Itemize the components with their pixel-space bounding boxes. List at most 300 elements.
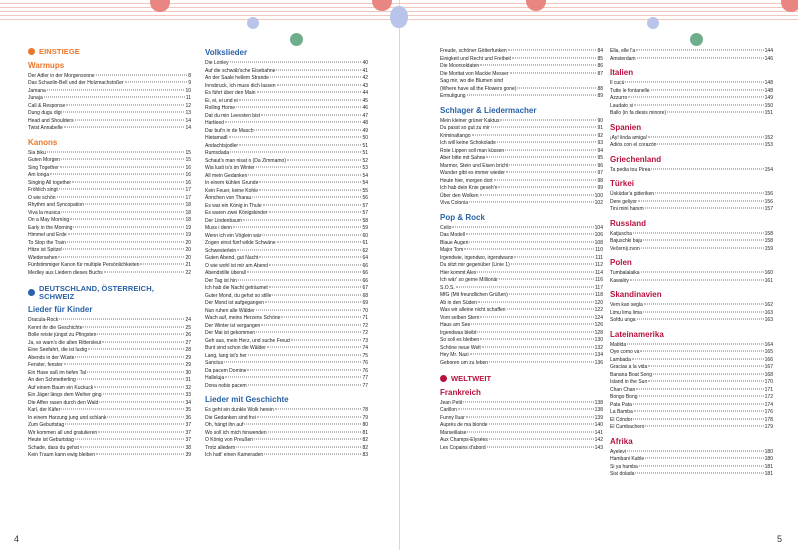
toc-entry [440,285,603,293]
dot-leader [47,89,185,90]
song-title: Rote Lippen soll man küssen [440,147,505,154]
page-ref: 146 [764,55,773,62]
toc-entry [440,445,603,453]
page-ref: 157 [764,206,773,212]
dot-leader [254,129,361,130]
toc-entry [205,83,368,91]
page-ref: 48 [362,120,368,126]
song-title: In einem Harzung jung und schlank [28,414,107,421]
page-ref: 156 [764,191,773,197]
toc-entry [205,338,368,346]
page-ref: 33 [185,392,191,398]
page-ref: 138 [594,407,603,413]
page-ref: 171 [764,386,773,393]
toc-entry [440,178,603,186]
page-ref: 20 [185,239,191,246]
page-ref: 166 [764,356,773,363]
dot-leader [261,324,361,325]
song-title: Es geht ein dunkle Wolk herein [205,407,274,413]
toc-entry [205,240,368,248]
part-heading-weltweit [440,375,603,383]
dot-leader [512,57,597,58]
page-ref: 116 [595,277,603,283]
toc-entry [205,128,368,136]
page-ref: 89 [597,93,603,99]
dot-leader [648,381,763,382]
page-ref: 90 [597,117,603,124]
dot-leader [257,92,362,93]
dot-leader [643,240,763,241]
toc-entry [440,322,603,330]
song-title: In einem kühlen Grunde [205,180,259,186]
page-ref: 20 [185,254,191,261]
song-title: Kein Feuer, keine Kohle [205,187,259,194]
page-ref: 39 [185,452,191,458]
toc-entry [440,170,603,178]
song-title: Katjuscha [610,230,632,237]
dot-leader [248,174,361,175]
toc-entry [28,88,191,96]
dot-leader [498,187,596,188]
song-title: Il cucù [610,80,625,86]
page-ref: 54 [362,180,368,186]
song-title: Am longa [28,172,50,178]
toc-entry [205,180,368,188]
page-ref: 24 [185,317,191,323]
song-title: Les Copains d'abord [440,444,486,451]
toc-entry [440,360,603,368]
page-ref: 150 [764,102,773,109]
toc-entry [205,415,368,423]
page-ref: 95 [597,155,603,161]
toc-entry [440,133,603,141]
song-title: Schöne neue Welt [440,344,481,351]
toc-entry [28,95,191,103]
song-title: Kein Traum kann ewig bleiben [28,452,95,458]
page-ref: 57 [362,210,368,216]
dot-leader [247,272,362,273]
page-ref: 72 [362,322,368,329]
dot-leader [499,279,594,280]
song-title: Bolle reiste jüngst zu Pfingsten [28,332,97,338]
song-title: Lang, lang ist's her [205,352,247,359]
toc-entry [610,95,773,103]
toc-entry [610,278,773,286]
dot-leader [88,349,184,350]
toc-entry [610,409,773,417]
page-ref: 18 [185,209,191,216]
toc-entry [28,118,191,126]
song-title: Azzurro [610,95,628,101]
toc-entry [610,110,773,118]
dot-leader [637,57,764,58]
toc-entry [205,203,368,211]
dot-leader [507,309,594,310]
dot-leader [644,304,764,305]
dot-leader [262,234,361,235]
song-title: Die Gedanken sind frei [205,414,256,421]
dot-leader [239,144,361,145]
song-title: Ayelevi [610,448,627,455]
toc-entry [28,73,191,81]
page-ref: 15 [185,157,191,163]
song-title: Vem kan segla [610,302,643,308]
toc-entry [440,56,603,64]
dot-leader [632,358,764,359]
song-title: Schwesterlein [205,247,237,254]
dot-leader [500,119,596,120]
page-ref: 62 [362,247,368,254]
section-heading-warmups: Warmups [28,60,65,70]
dot-leader [458,409,594,410]
page-ref: 98 [597,177,603,184]
dot-leader [452,226,593,227]
section-heading-frankreich: Frankreich [440,387,481,397]
toc-entry [205,195,368,203]
toc-entry [28,247,191,255]
song-title: Call & Response [28,102,66,109]
toc-entry [610,80,773,88]
dot-leader [267,347,362,348]
dot-leader [480,339,593,340]
dot-leader [463,401,593,402]
toc-entry [28,157,191,165]
toc-entry [610,372,773,380]
toc-entry [28,317,191,325]
song-title: Funny lluar [440,414,465,421]
page-ref: 111 [595,254,603,261]
toc-entry [440,48,603,56]
page-ref: 159 [764,245,773,252]
song-title: La Bamba [610,409,633,415]
toc-entry [205,300,368,308]
dot-leader [85,204,185,205]
song-title: Der Adler in der Morgensonne [28,72,95,79]
page-ref: 162 [764,302,773,308]
dot-leader [486,157,596,158]
song-title: Wenn ich ein Vöglein wär [205,232,262,239]
note-dot-icon [647,17,659,29]
dot-leader [497,142,597,143]
page-ref: 37 [185,437,191,443]
dot-leader [96,454,184,455]
toc-entry [610,402,773,410]
dot-leader [224,362,361,363]
song-title: Nun ruhen alle Wälder [205,307,255,314]
dot-leader [643,311,764,312]
song-title: Kennt ihr die Geschichte [28,324,83,331]
page-ref: 67 [362,285,368,291]
toc-entry [205,353,368,361]
dot-leader [60,166,185,167]
toc-entry [440,232,603,240]
page-ref: 161 [764,277,773,284]
toc-entry [610,191,773,199]
dot-leader [635,473,763,474]
dot-leader [103,394,185,395]
song-title: Junaja [28,95,43,101]
song-title: El Cóndor [610,416,633,423]
song-title: O wie wohl ist mir am Abend [205,262,269,269]
page-ref: 82 [362,437,368,443]
toc-entry [205,345,368,353]
staff-decoration-icon [0,0,399,28]
page-ref: 78 [362,407,368,413]
dot-leader [75,119,185,120]
song-title: Tini mini hanım [610,206,644,212]
dot-leader [270,77,362,78]
toc-entry [28,225,191,233]
dot-leader [487,446,594,447]
dot-leader [80,446,185,447]
toc-entry [610,357,773,365]
dot-leader [244,424,361,425]
dot-leader [269,264,361,265]
song-title: Major Tom [440,247,464,253]
page-ref: 139 [594,414,603,421]
toc-entry [205,158,368,166]
page-ref: 164 [764,341,773,348]
section-heading-italien: Italien [610,68,634,77]
dot-leader [480,65,596,66]
song-title: Ella, elle l'a [610,48,636,54]
toc-entry [28,400,191,408]
toc-entry [205,422,368,430]
dot-leader [651,89,764,90]
dot-leader [225,377,361,378]
song-title: Aux Champs-Elysées [440,437,488,443]
toc-entry [28,103,191,111]
dot-leader [239,99,362,100]
page-ref: 76 [362,367,368,374]
toc-entry [205,263,368,271]
song-title: Zogen einst fünf wilde Schwäne [205,240,276,246]
toc-entry [205,68,368,76]
song-title: Sofdu unga [610,317,636,323]
page-ref: 70 [362,307,368,314]
song-title: Einigkeit und Recht und Freiheit [440,55,511,62]
dot-leader [102,341,184,342]
song-title: Abends in der Wüste [28,354,75,361]
dot-leader [125,82,188,83]
song-title: Singing All together [28,179,72,186]
song-title: Ich hab dein Knie geseh'n [440,185,498,191]
toc-entry [28,370,191,378]
dot-leader [99,401,184,402]
dot-leader [667,112,764,113]
page-ref: 176 [764,409,773,415]
dot-leader [264,454,361,455]
toc-entry [440,430,603,438]
page-ref: 9 [188,80,191,86]
page-ref: 86 [597,63,603,69]
dot-leader [259,182,361,183]
song-title: Sisi dolada [610,471,635,477]
song-title: Marseillaise [440,429,467,436]
page-ref: 19 [185,224,191,231]
dot-leader [645,458,763,459]
toc-entry [205,165,368,173]
song-title: Geh aus, mein Herz, und suche Freud [205,337,290,344]
dot-leader [472,134,597,135]
page-ref: 179 [764,424,773,430]
page-ref: 151 [764,110,773,116]
toc-entry [440,93,603,101]
dot-leader [44,97,185,98]
toc-entry [28,385,191,393]
toc-entry [28,110,191,118]
section-heading-skandinavien: Skandinavien [610,290,662,299]
song-title: Rolling Home [205,105,236,111]
toc-entry [205,113,368,121]
toc-entry [205,360,368,368]
page-ref: 163 [764,317,773,323]
page-ref: 19 [185,232,191,238]
toc-entry [28,392,191,400]
toc-entry [610,424,773,432]
toc-entry [440,262,603,270]
song-title: El Cumbachero [610,424,645,430]
dot-leader [225,122,362,123]
toc-entry [205,308,368,316]
dot-leader [494,179,597,180]
song-title: Mein kleiner grüner Kaktus [440,117,500,124]
toc-entry [205,150,368,158]
section-heading-griechenland: Griechenland [610,154,662,164]
dot-leader [268,431,362,432]
toc-entry [205,188,368,196]
song-title: Andachtsjodler [205,142,239,149]
song-title: Halleluja [205,375,225,381]
page-ref: 136 [594,359,603,366]
dot-leader [464,249,594,250]
dot-leader [259,257,361,258]
dot-leader [259,189,361,190]
toc-entry [610,56,773,64]
toc-entry [28,325,191,333]
dot-leader [248,384,362,385]
dot-leader [291,339,362,340]
toc-entry [610,379,773,387]
page-ref: 75 [362,352,368,359]
toc-entry [28,210,191,218]
song-title: Sia biku [28,149,46,156]
page-ref: 108 [594,239,603,246]
page-ref: 160 [764,270,773,276]
page-ref: 178 [764,416,773,423]
song-title: Sag mir, wo die Blumen sind [440,78,504,84]
song-title: Hartleed [205,120,224,126]
toc-entry [28,347,191,355]
song-title: Es waren zwei Königskinder [205,210,268,216]
dot-leader [627,450,764,451]
song-title: To Stop the Train [28,239,66,246]
dot-leader [98,431,184,432]
page-number: 5 [776,534,782,544]
toc-entry [205,383,368,391]
song-title: Freude, schöner Götterfunken [440,48,507,54]
page-ref: 57 [362,202,368,209]
song-title: Irgendwas bleibt [440,329,477,336]
song-title: Haus am See [440,322,471,328]
dot-leader [636,50,764,51]
part-bullet-icon [28,48,35,55]
toc-entry [28,180,191,188]
toc-entry [28,217,191,225]
page-ref: 148 [764,87,773,94]
note-dot-icon [690,33,703,46]
song-title: Ännchen von Tharau [205,195,252,201]
song-title: Auf die schwäb'sche Eisebahne [205,67,276,74]
toc-entry [440,86,603,94]
dot-leader [70,219,184,220]
section-heading-lateinamerika: Lateinamerika [610,329,664,339]
song-title: Vom selben Stern [440,314,480,321]
toc-entry [28,187,191,195]
page-ref: 138 [594,399,603,406]
song-title: Das Modell [440,232,466,238]
toc-entry [205,315,368,323]
toc-entry [610,270,773,278]
dot-leader [275,409,362,410]
dot-leader [64,127,185,128]
dot-leader [505,149,596,150]
section-heading-turkei: Türkei [610,179,635,188]
toc-entry [610,471,773,479]
staff-decoration-icon [400,0,798,28]
song-title: Pata Pata [610,401,632,408]
page-ref: 45 [362,97,368,104]
toc-entry [205,173,368,181]
toc-entry [28,437,191,445]
toc-entry [205,255,368,263]
toc-entry [205,98,368,106]
song-title: Der Tag ist hin [205,277,237,284]
toc-entry [440,315,603,323]
song-title: Oye como va [610,349,640,355]
song-title: Aber bitte mit Sahne [440,155,486,161]
dot-leader [83,326,184,327]
song-title: Die Affen rasen durch den Wald [28,399,99,406]
page-ref: 94 [597,147,603,154]
dot-leader [72,181,184,182]
right-page [399,0,798,550]
song-title: Wir kommen all und gratulieren [28,429,98,436]
dot-leader [641,247,764,248]
song-title: Die Moorsoldaten [440,63,480,69]
dot-leader [238,279,362,280]
toc-entry [28,262,191,270]
toc-entry [205,437,368,445]
toc-entry [205,445,368,453]
song-title: Amsterdam [610,55,636,62]
toc-entry [205,218,368,226]
page-ref: 158 [764,230,773,237]
dot-leader [237,249,361,250]
dot-leader [243,219,361,220]
part-heading-deutschland-osterreich-schweiz [28,285,191,300]
section-heading-russland: Russland [610,218,647,228]
dot-leader [236,107,361,108]
page-ref: 59 [362,225,368,231]
toc-column [610,48,773,479]
dot-leader [277,242,362,243]
song-title: Innsbruck, ich muss dich lassen [205,82,276,89]
dot-leader [471,324,593,325]
page-ref: 93 [597,140,603,146]
page-ref: 36 [185,414,191,421]
page-ref: 58 [362,217,368,224]
